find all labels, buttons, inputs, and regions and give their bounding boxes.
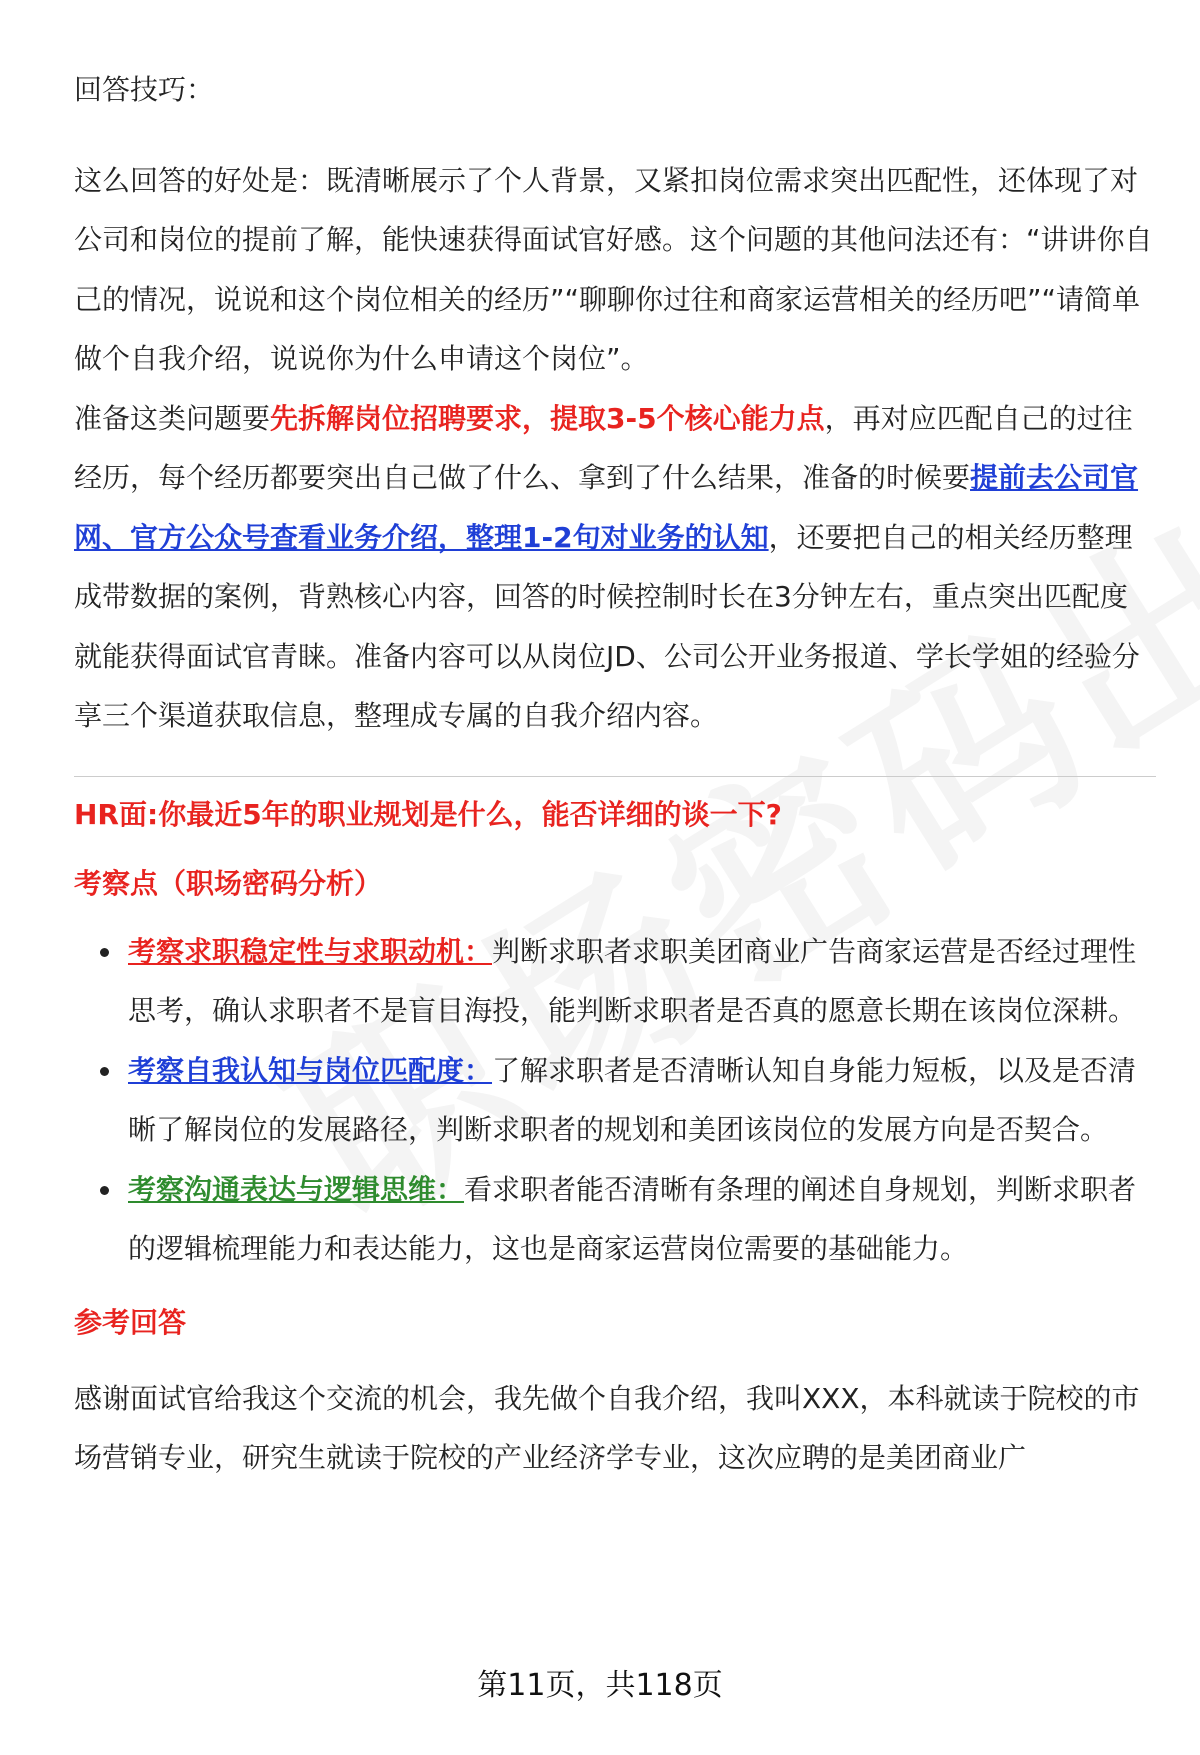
point-label: 考察求职稳定性与求职动机：: [128, 934, 493, 968]
prep-highlight-blue: 提前去公司官网、官方公众号查看业务介绍，整理1-2句对业务的认知: [74, 461, 1139, 554]
prep-highlight-red: 先拆解岗位招聘要求，提取3-5个核心能力点: [270, 401, 825, 435]
prep-text-3: ，还要把自己的相关经历整理成带数据的案例，背熟核心内容，回答的时候控制时长在3分钟左右，重点突出匹配度就能获得面试官青睐。准备内容可以从岗位JD、公司公开业务报道、学长学姐的经验分享三个渠道获取信息，整理成专属的自我介绍内容。: [74, 520, 1140, 732]
page-number: 第11页，共118页: [477, 1668, 723, 1703]
paragraph-benefits: 这么回答的好处是：既清晰展示了个人背景，又紧扣岗位需求突出匹配性，还体现了对公司和岗位的提前了解，能快速获得面试官好感。这个问题的其他问法还有：“讲讲你自己的情况，说说和这个岗位相关的经历”“聊聊你过往和商家运营相关的经历吧”“请简单做个自我介绍，说说你为什么申请这个岗位”。: [74, 163, 1153, 375]
check-points-heading: 考察点（职场密码分析）: [74, 866, 383, 900]
prep-text-1: 准备这类问题要: [74, 401, 271, 435]
answer-heading: 参考回答: [74, 1305, 187, 1339]
check-points-list: [74, 922, 1154, 1279]
point-text: 看求职者能否清晰有条理的阐述自身规划，判断求职者的逻辑梳理能力和表达能力，这也是商家运营岗位需要的基础能力。: [128, 1172, 1137, 1265]
tips-label: 回答技巧：: [74, 73, 215, 106]
section-divider: [74, 776, 1156, 777]
point-label: 考察沟通表达与逻辑思维：: [128, 1172, 465, 1206]
bullet-icon: [100, 948, 109, 957]
prep-text-2: ，再对应匹配自己的过往经历，每个经历都要突出自己做了什么、拿到了什么结果，准备的时候要: [74, 401, 1133, 494]
point-text: 判断求职者求职美团商业广告商家运营是否经过理性思考，确认求职者不是盲目海投，能判断求职者是否真的愿意长期在该岗位深耕。: [128, 934, 1137, 1027]
point-text: 了解求职者是否清晰认知自身能力短板，以及是否清晰了解岗位的发展路径，判断求职者的规划和美团该岗位的发展方向是否契合。: [128, 1053, 1137, 1146]
list-item: [74, 1041, 1156, 1160]
paragraph-preparation: [74, 389, 1154, 746]
bullet-icon: [100, 1186, 109, 1195]
page-content: [74, 60, 1154, 1488]
list-item: [74, 922, 1156, 1041]
point-label: 考察自我认知与岗位匹配度：: [128, 1053, 493, 1087]
bullet-icon: [100, 1067, 109, 1076]
answer-paragraph: 感谢面试官给我这个交流的机会，我先做个自我介绍，我叫XXX，本科就读于院校的市场营销专业，研究生就读于院校的产业经济学专业，这次应聘的是美团商业广: [74, 1381, 1140, 1474]
question-heading: HR面:你最近5年的职业规划是什么，能否详细的谈一下?: [74, 797, 782, 831]
list-item: [74, 1160, 1156, 1279]
